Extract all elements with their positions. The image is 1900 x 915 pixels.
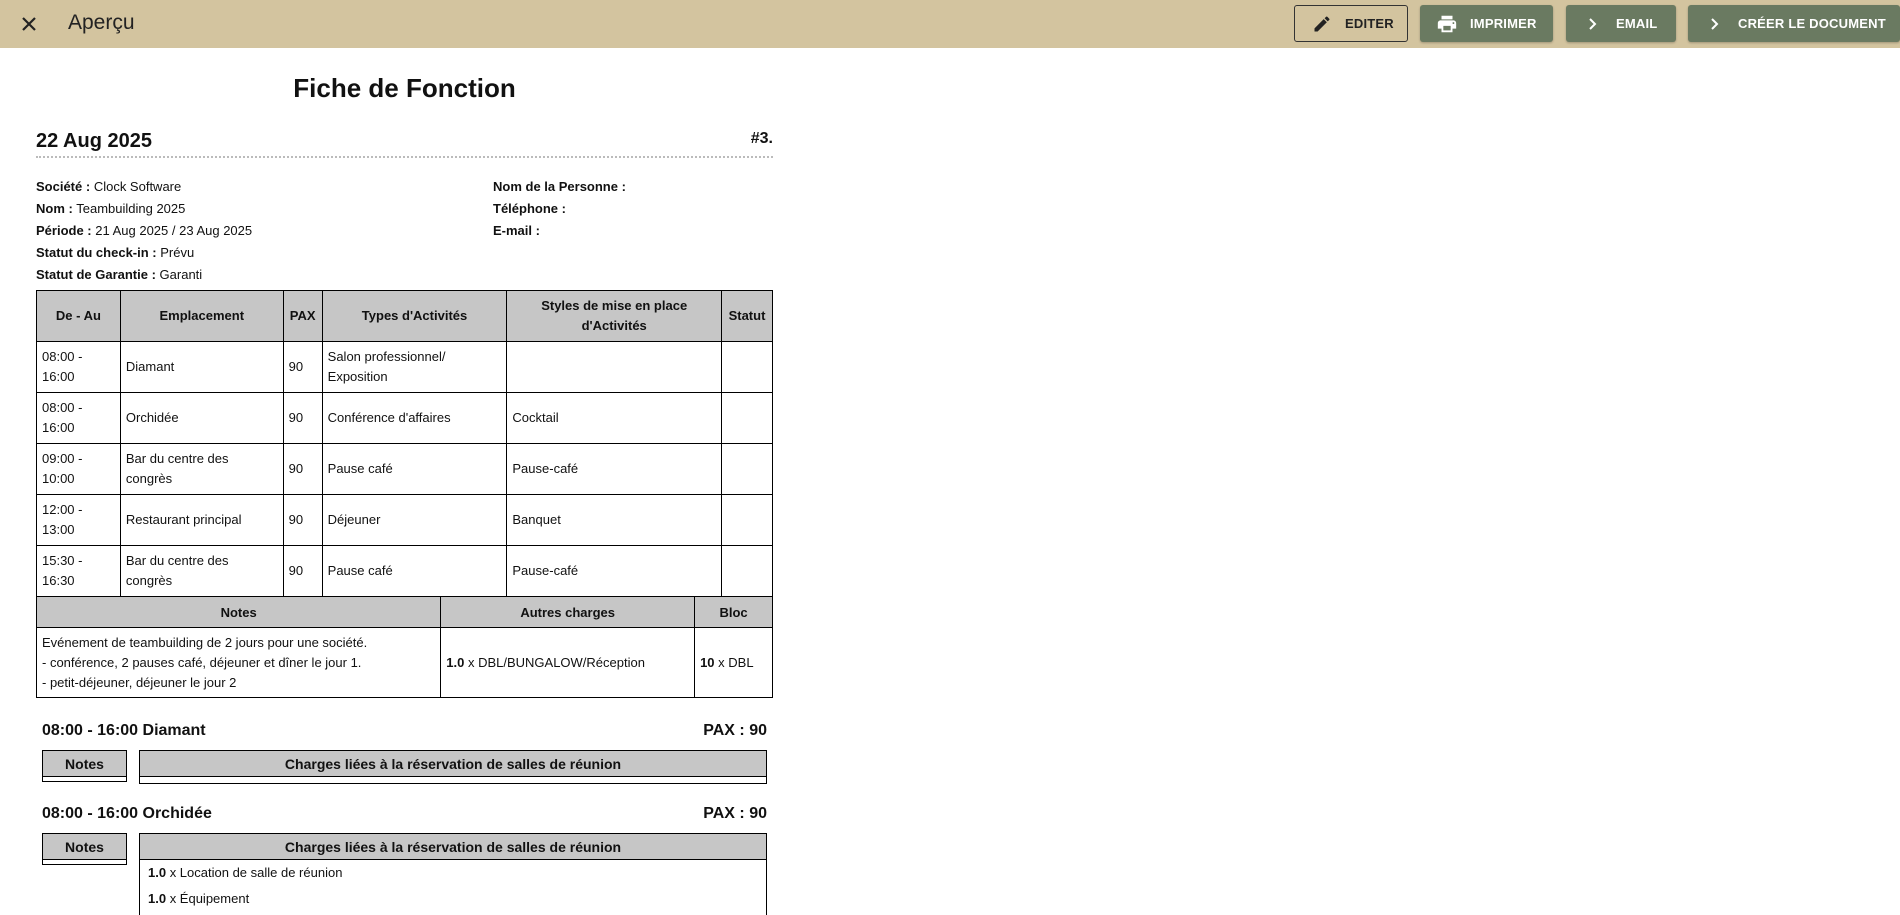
column-header: Bloc	[695, 597, 773, 628]
cell-activity-type: Déjeuner	[322, 495, 507, 546]
notes-header: Notes	[43, 834, 126, 860]
email-button[interactable]	[1566, 5, 1676, 42]
charge-qty: 1.0	[148, 865, 167, 880]
cell-status	[721, 342, 772, 393]
charge-text: x DBL/BUNGALOW/Réception	[464, 654, 645, 670]
notes-cell	[37, 628, 441, 698]
cell-pax: 90	[283, 393, 322, 444]
chevron-right-icon	[1582, 13, 1604, 35]
close-button[interactable]	[16, 11, 42, 37]
table-row	[37, 628, 773, 698]
charge-qty: 1.0	[148, 891, 167, 906]
table-row	[37, 546, 773, 597]
info-row: Nom : Teambuilding 2025	[36, 201, 186, 216]
cell-location: Bar du centre des congrès	[120, 546, 283, 597]
bloc-qty: 10	[700, 654, 715, 670]
meeting-room-charges-box	[139, 833, 767, 915]
cell-time: 12:00 - 13:00	[37, 495, 121, 546]
notes-header: Notes	[43, 751, 126, 777]
cell-status	[721, 393, 772, 444]
column-header: PAX	[283, 291, 322, 342]
cell-pax: 90	[283, 546, 322, 597]
cell-time: 09:00 - 10:00	[37, 444, 121, 495]
cell-time: 08:00 - 16:00	[37, 342, 121, 393]
email-button-label: EMAIL	[1616, 16, 1658, 31]
function-pax: PAX : 90	[703, 722, 767, 739]
notes-line: - petit-déjeuner, déjeuner le jour 2	[42, 674, 237, 690]
cell-activity-type: Salon professionnel/ Exposition	[322, 342, 507, 393]
charge-line	[140, 886, 766, 912]
function-section-header	[42, 722, 767, 740]
meeting-room-charges-box	[139, 750, 767, 784]
cell-status	[721, 546, 772, 597]
column-header: Styles de mise en place d'Activités	[507, 291, 722, 342]
notes-line: Evénement de teambuilding de 2 jours pour une société.	[42, 634, 368, 650]
column-header: Types d'Activités	[322, 291, 507, 342]
schedule-table	[36, 290, 773, 597]
function-title: 08:00 - 16:00 Orchidée	[42, 805, 212, 822]
info-row: Statut de Garantie : Garanti	[36, 267, 203, 282]
function-section-header	[42, 805, 767, 823]
cell-time: 15:30 - 16:30	[37, 546, 121, 597]
cell-location: Bar du centre des congrès	[120, 444, 283, 495]
info-row: E-mail :	[493, 223, 540, 238]
table-row	[37, 342, 773, 393]
column-header: Emplacement	[120, 291, 283, 342]
cell-location: Orchidée	[120, 393, 283, 444]
column-header: Autres charges	[441, 597, 695, 628]
edit-button[interactable]	[1294, 5, 1408, 42]
cell-pax: 90	[283, 444, 322, 495]
column-header: Notes	[37, 597, 441, 628]
table-row	[37, 495, 773, 546]
cell-setup-style: Banquet	[507, 495, 722, 546]
client-info	[36, 176, 486, 286]
column-header: De - Au	[37, 291, 121, 342]
charge-text: x Location de salle de réunion	[166, 865, 343, 880]
edit-button-label: EDITER	[1345, 16, 1394, 31]
charge-qty: 1.0	[446, 654, 465, 670]
close-icon	[21, 16, 37, 32]
cell-activity-type: Conférence d'affaires	[322, 393, 507, 444]
table-header-row	[37, 597, 773, 628]
charges-header: Charges liées à la réservation de salles de réunion	[140, 751, 766, 777]
function-pax: PAX : 90	[703, 805, 767, 822]
table-header-row	[37, 291, 773, 342]
info-row: Nom de la Personne :	[493, 179, 626, 194]
print-button-label: IMPRIMER	[1470, 16, 1537, 31]
cell-setup-style	[507, 342, 722, 393]
create-document-button-label: CRÉER LE DOCUMENT	[1738, 16, 1886, 31]
function-title: 08:00 - 16:00 Diamant	[42, 722, 206, 739]
cell-setup-style: Cocktail	[507, 393, 722, 444]
cell-activity-type: Pause café	[322, 444, 507, 495]
contact-info	[493, 176, 773, 242]
info-row: Téléphone :	[493, 201, 566, 216]
charge-text: x Équipement	[166, 891, 250, 906]
cell-time: 08:00 - 16:00	[37, 393, 121, 444]
info-row: Statut du check-in : Prévu	[36, 245, 195, 260]
cell-pax: 90	[283, 342, 322, 393]
table-row	[37, 393, 773, 444]
info-row: Période : 21 Aug 2025 / 23 Aug 2025	[36, 223, 253, 238]
pencil-icon	[1311, 13, 1333, 35]
divider	[36, 156, 773, 158]
document-title: Fiche de Fonction	[293, 73, 516, 103]
cell-setup-style: Pause-café	[507, 444, 722, 495]
bloc-text: x DBL	[714, 654, 754, 670]
document-number: #3.	[750, 130, 773, 147]
charges-header: Charges liées à la réservation de salles de réunion	[140, 834, 766, 860]
chevron-right-icon	[1704, 13, 1726, 35]
function-notes-box	[42, 833, 127, 865]
cell-location: Diamant	[120, 342, 283, 393]
document-date: 22 Aug 2025	[36, 130, 152, 152]
cell-activity-type: Pause café	[322, 546, 507, 597]
bloc-cell	[695, 628, 773, 698]
function-notes-box	[42, 750, 127, 782]
info-row: Société : Clock Software	[36, 179, 182, 194]
cell-status	[721, 444, 772, 495]
create-document-button[interactable]	[1688, 5, 1900, 42]
cell-location: Restaurant principal	[120, 495, 283, 546]
print-button[interactable]	[1420, 5, 1553, 42]
cell-pax: 90	[283, 495, 322, 546]
top-bar	[0, 0, 1900, 48]
column-header: Statut	[721, 291, 772, 342]
charge-line	[140, 860, 766, 886]
other-charges-cell	[441, 628, 695, 698]
cell-status	[721, 495, 772, 546]
printer-icon	[1436, 13, 1458, 35]
table-row	[37, 444, 773, 495]
cell-setup-style: Pause-café	[507, 546, 722, 597]
notes-charges-table	[36, 596, 773, 698]
notes-line: - conférence, 2 pauses café, déjeuner et dîner le jour 1.	[42, 654, 362, 670]
page-title: Aperçu	[68, 11, 135, 34]
